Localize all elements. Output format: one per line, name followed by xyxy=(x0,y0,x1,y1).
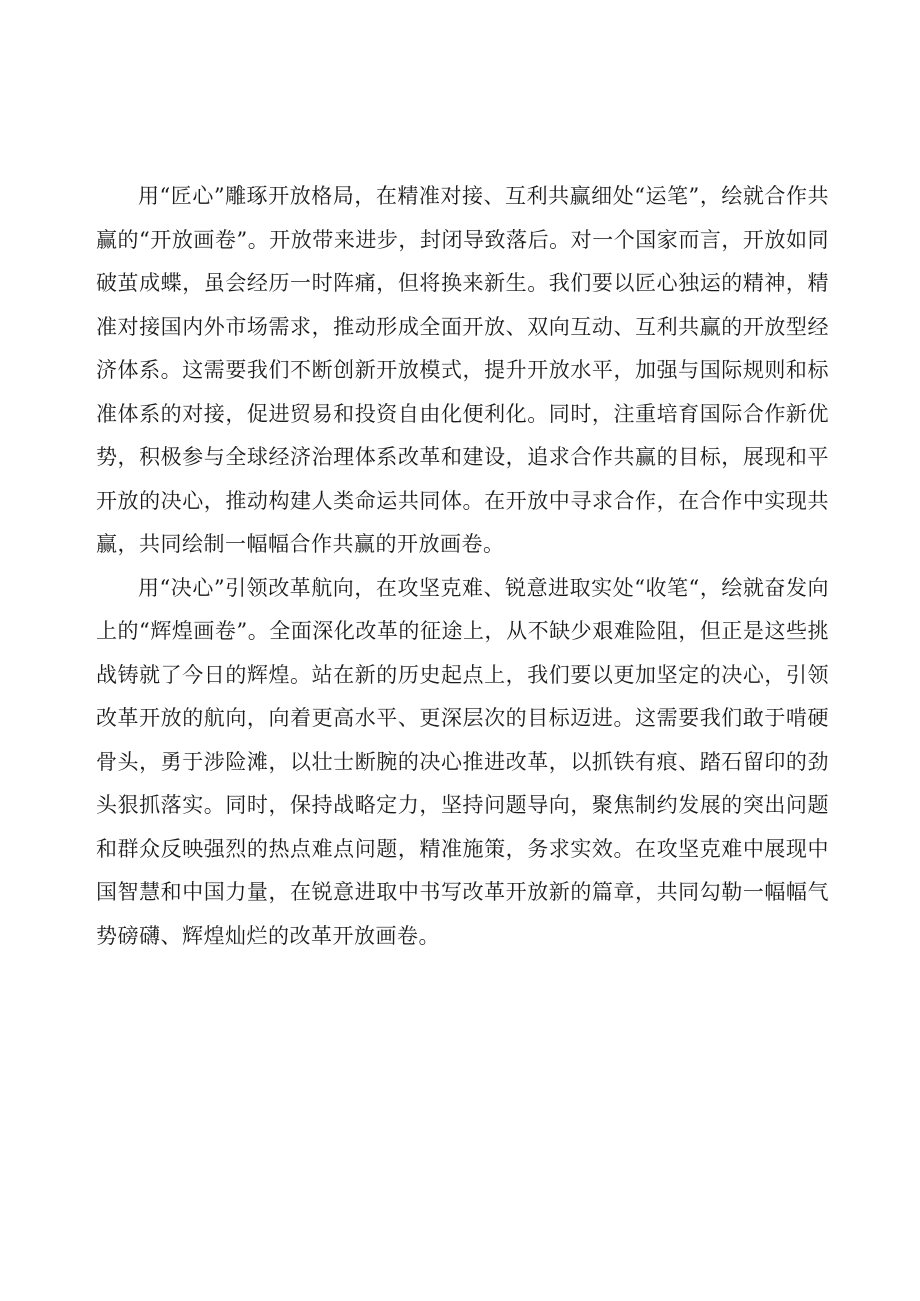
paragraph-reform: 用“决心”引领改革航向，在攻坚克难、锐意进取实处“收笔“，绘就奋发向上的“辉煌画卷”。全面深化改革的征途上，从不缺少艰难险阻，但正是这些挑战铸就了今日的辉煌。站在新的历史起点上，我们要以更加坚定的决心，引领改革开放的航向，向着更高水平、更深层次的目标迈进。这需要我们敢于啃硬骨头，勇于涉险滩，以壮士断腕的决心推进改革，以抓铁有痕、踏石留印的劲头狠抓落实。同时，保持战略定力，坚持问题导向，聚焦制约发展的突出问题和群众反映强烈的热点难点问题，精准施策，务求实效。在攻坚克难中展现中国智慧和中国力量，在锐意进取中书写改革开放新的篇章，共同勾勒一幅幅气势磅礴、辉煌灿烂的改革开放画卷。 xyxy=(96,575,829,948)
document-body xyxy=(96,175,829,958)
paragraph-openness: 用“匠心”雕琢开放格局，在精准对接、互利共赢细处“运笔”，绘就合作共赢的“开放画卷”。开放带来进步，封闭导致落后。对一个国家而言，开放如同破茧成蝶，虽会经历一时阵痛，但将换来新生。我们要以匠心独运的精神，精准对接国内外市场需求，推动形成全面开放、双向互动、互利共赢的开放型经济体系。这需要我们不断创新开放模式，提升开放水平，加强与国际规则和标准体系的对接，促进贸易和投资自由化便利化。同时，注重培育国际合作新优势，积极参与全球经济治理体系改革和建设，追求合作共赢的目标，展现和平开放的决心，推动构建人类命运共同体。在开放中寻求合作，在合作中实现共赢，共同绘制一幅幅合作共赢的开放画卷。 xyxy=(96,184,829,556)
